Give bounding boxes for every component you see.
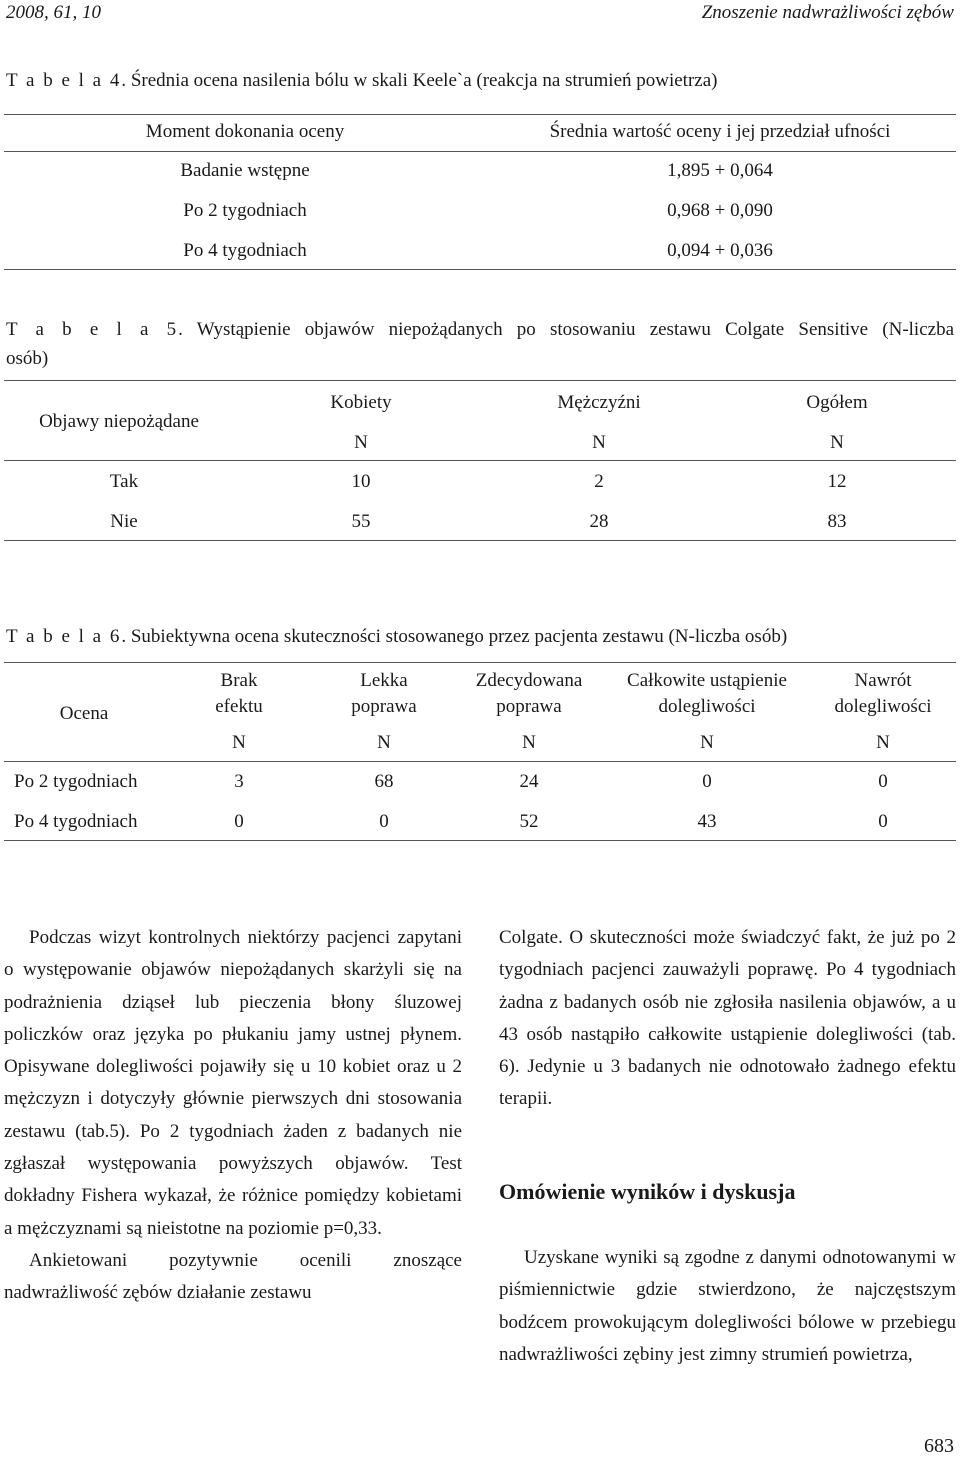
table4-row2-value: 0,968 + 0,090 — [667, 200, 773, 221]
table6-n-col4: N — [700, 732, 714, 753]
table5-row2-label: Nie — [110, 511, 138, 532]
table4-caption — [6, 66, 954, 95]
running-header — [6, 0, 954, 26]
table6-row1-col3: 24 — [519, 771, 539, 792]
table5-caption — [6, 315, 954, 373]
table5-row2-women: 55 — [351, 511, 371, 532]
table6-col4-line2: dolegliwości — [658, 696, 756, 717]
table6-title: . Subiektywna ocena skuteczności stosowanego przez pacjenta zestawu (N-liczba osób) — [121, 626, 788, 647]
table6-col2-line2: poprawa — [351, 696, 417, 717]
table6-n-col5: N — [876, 732, 890, 753]
table6-n-col1: N — [232, 732, 246, 753]
table5-n-women: N — [354, 432, 368, 453]
table6-row1-label: Po 2 tygodniach — [14, 771, 138, 792]
table6-label: T a b e l a 6 — [6, 626, 122, 647]
table5-label: T a b e l a 5 — [6, 319, 179, 340]
right-paragraph-1: Colgate. O skuteczności może świadczyć fakt, że już po 2 tygodniach pacjenci zauważyli poprawę. Po 4 tygodniach żadna z badanych osób nie zgłosiła nasilenia objawów, a u 43 osób nastąpiło całkowite ustąpienie dolegliwości (tab. 6). Jedynie u 3 badanych nie odnotowało żadnego efektu terapii. — [499, 927, 956, 1110]
table6-col3-line1: Zdecydowana — [475, 670, 583, 691]
table5-n-men: N — [592, 432, 606, 453]
table5-row2-total: 83 — [827, 511, 847, 532]
table5-row-header: Objawy niepożądane — [39, 411, 199, 432]
table5-top-rule — [4, 380, 956, 381]
journal-issue: 2008, 61, 10 — [6, 2, 101, 23]
table5-row1-total: 12 — [827, 471, 847, 492]
table5-col-header-total: Ogółem — [806, 392, 868, 413]
right-column-top — [499, 922, 956, 1116]
table4-row3-moment: Po 4 tygodniach — [183, 240, 307, 261]
table5-col-header-men: Mężczyźni — [557, 392, 641, 413]
table4-label: T a b e l a 4 — [6, 70, 122, 91]
table5-row2-men: 28 — [589, 511, 609, 532]
table6-row2-col3: 52 — [519, 811, 539, 832]
table6-row1-col2: 68 — [374, 771, 394, 792]
table4-row2-moment: Po 2 tygodniach — [183, 200, 307, 221]
table4-top-rule — [4, 114, 956, 115]
table4-row1-moment: Badanie wstępne — [180, 160, 310, 181]
table6-row2-label: Po 4 tygodniach — [14, 811, 138, 832]
left-paragraph-1: Podczas wizyt kontrolnych niektórzy pacjenci zapytani o występowanie objawów niepożądanych skarżyli się na podrażnienia dziąseł lub pieczenia błony śluzowej policzków oraz języka po płukaniu jamy ustnej płynem. Opisywane dolegliwości pojawiły się u 10 kobiet oraz u 2 mężczyzn i dotyczyły głównie pierwszych dni stosowania zestawu (tab.5). Po 2 tygodniach żaden z badanych nie zgłaszał występowania powyższych objawów. Test dokładny Fishera wykazał, że różnice pomiędzy kobietami a mężczyznami są nieistotne na poziomie p=0,33. — [4, 927, 462, 1239]
table4-bottom-rule — [4, 269, 956, 270]
table5-n-total: N — [830, 432, 844, 453]
table4-col-header-moment: Moment dokonania oceny — [145, 121, 345, 142]
table6-row-header: Ocena — [59, 703, 109, 724]
table6-col4-line1: Całkowite ustąpienie — [627, 670, 787, 691]
table6-top-rule — [4, 662, 956, 663]
table5-bottom-rule — [4, 540, 956, 541]
left-paragraph-2: Ankietowani pozytywnie ocenili znoszące nadwrażliwość zębów działanie zestawu — [4, 1249, 462, 1304]
table6-col5-line1: Nawrót — [854, 670, 912, 691]
table6-col1-line1: Brak — [220, 670, 258, 691]
table6-row2-col1: 0 — [234, 811, 244, 832]
table5-row1-label: Tak — [109, 471, 139, 492]
table5-col-header-women: Kobiety — [330, 392, 392, 413]
table6-col1-line2: efektu — [215, 696, 263, 717]
left-column — [4, 922, 462, 1310]
table6-row2-col2: 0 — [379, 811, 389, 832]
table5-title-line1: . Wystąpienie objawów niepożądanych po stosowaniu zestawu Colgate Sensitive (N-liczba — [178, 319, 955, 340]
table4-col-header-mean: Średnia wartość oceny i jej przedział ufności — [549, 121, 891, 142]
table6-caption — [6, 622, 954, 651]
table6-n-col2: N — [377, 732, 391, 753]
table5-header-rule — [4, 460, 956, 461]
table6-row2-col4: 43 — [697, 811, 717, 832]
table4-row1-value: 1,895 + 0,064 — [667, 160, 773, 181]
table6-header-rule — [4, 761, 956, 762]
table5-row1-men: 2 — [594, 471, 604, 492]
right-paragraph-2: Uzyskane wyniki są zgodne z danymi odnotowanymi w piśmiennictwie gdzie stwierdzono, że najczęstszym bodźcem prowokującym dolegliwości bólowe w przebiegu nadwrażliwości zębiny jest zimny strumień powietrza, — [499, 1247, 956, 1365]
table6-row1-col1: 3 — [234, 771, 244, 792]
page-number: 683 — [924, 1435, 954, 1457]
table6-col3-line2: poprawa — [496, 696, 562, 717]
right-column-bottom — [499, 1242, 956, 1371]
table6-col2-line1: Lekka — [360, 670, 408, 691]
table6-row2-col5: 0 — [878, 811, 888, 832]
table4-row3-value: 0,094 + 0,036 — [667, 240, 773, 261]
table4-header-rule — [4, 151, 956, 152]
table6-row1-col4: 0 — [702, 771, 712, 792]
table6-row1-col5: 0 — [878, 771, 888, 792]
table6-col5-line2: dolegliwości — [834, 696, 932, 717]
section-heading: Omówienie wyników i dyskusja — [499, 1179, 796, 1204]
table5-row1-women: 10 — [351, 471, 371, 492]
table6-n-col3: N — [522, 732, 536, 753]
article-short-title: Znoszenie nadwrażliwości zębów — [701, 2, 954, 23]
table4-title: . Średnia ocena nasilenia bólu w skali Keele`a (reakcja na strumień powietrza) — [121, 70, 718, 91]
table6-bottom-rule — [4, 840, 956, 841]
table5-title-line2: osób) — [6, 348, 49, 369]
